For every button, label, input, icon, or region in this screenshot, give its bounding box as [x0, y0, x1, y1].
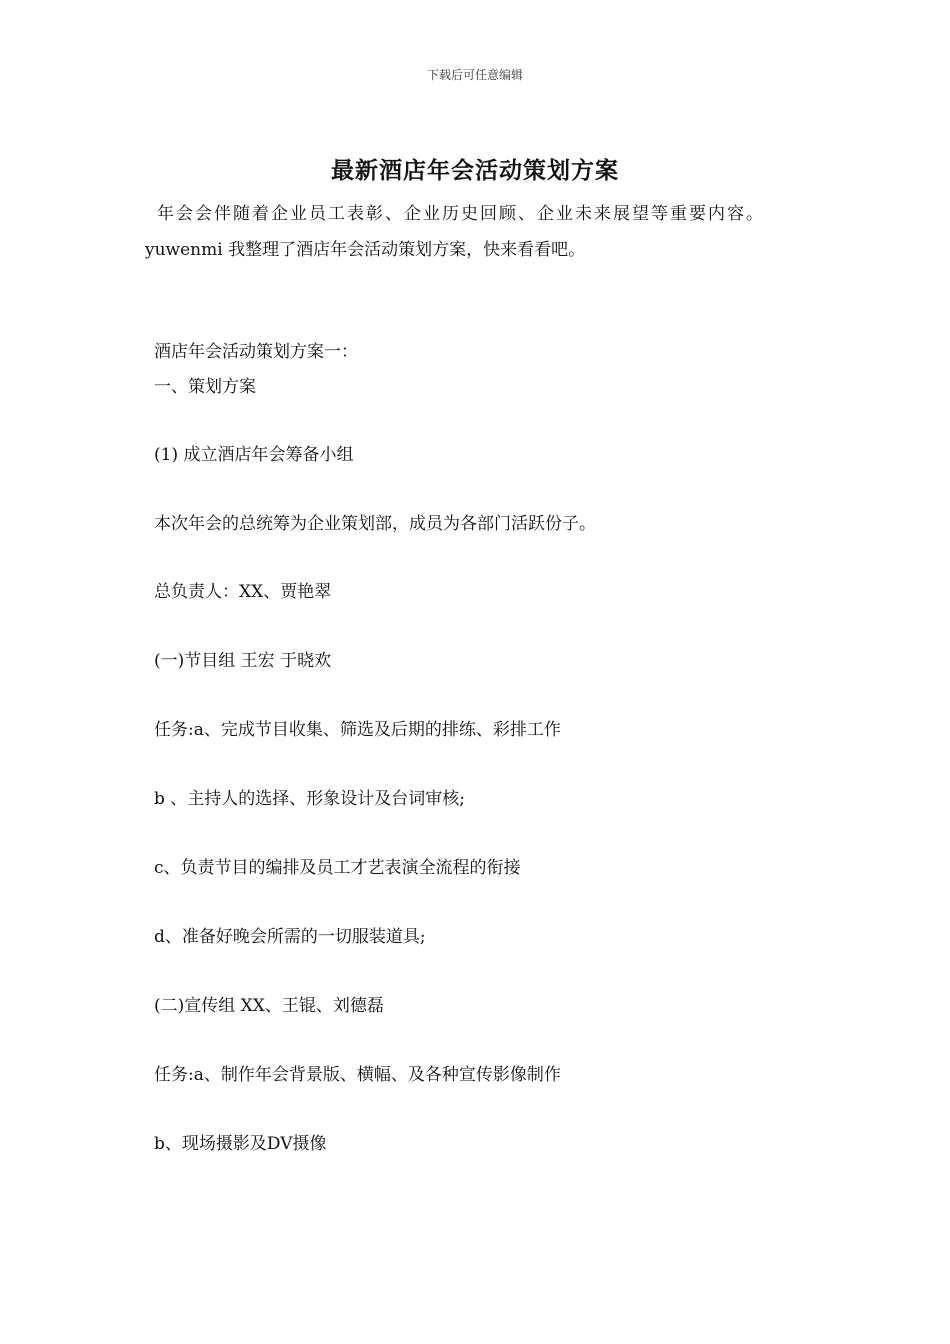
list-item: d、准备好晚会所需的一切服装道具;	[154, 927, 426, 947]
section-heading-plan-one: 酒店年会活动策划方案一：	[154, 342, 358, 362]
list-item: b、现场摄影及DV摄像	[154, 1134, 327, 1154]
body-paragraph: 总负责人：XX、贾艳翠	[154, 582, 332, 602]
list-item: c、负责节目的编排及员工才艺表演全流程的衔接	[154, 858, 521, 878]
list-item: b 、主持人的选择、形象设计及台词审核;	[154, 789, 466, 809]
subheading-program-group: (一)节目组 王宏 于晓欢	[154, 651, 332, 671]
list-item: 任务:a、完成节目收集、筛选及后期的排练、彩排工作	[154, 720, 561, 740]
list-item: 任务:a、制作年会背景版、横幅、及各种宣传影像制作	[154, 1065, 561, 1085]
subheading-preparation-group: (1) 成立酒店年会筹备小组	[154, 445, 354, 465]
heading-planning-scheme: 一、策划方案	[154, 377, 256, 397]
page-header-note: 下载后可任意编辑	[426, 68, 523, 82]
intro-paragraph-line-2: yuwenmi 我整理了酒店年会活动策划方案，快来看看吧。	[145, 240, 586, 260]
intro-paragraph-line-1: 年会会伴随着企业员工表彰、企业历史回顾、企业未来展望等重要内容。	[157, 204, 765, 224]
body-paragraph: 本次年会的总统筹为企业策划部，成员为各部门活跃份子。	[154, 514, 596, 534]
document-title: 最新酒店年会活动策划方案	[331, 157, 619, 184]
subheading-publicity-group: (二)宣传组 XX、王锟、刘德磊	[154, 996, 384, 1016]
